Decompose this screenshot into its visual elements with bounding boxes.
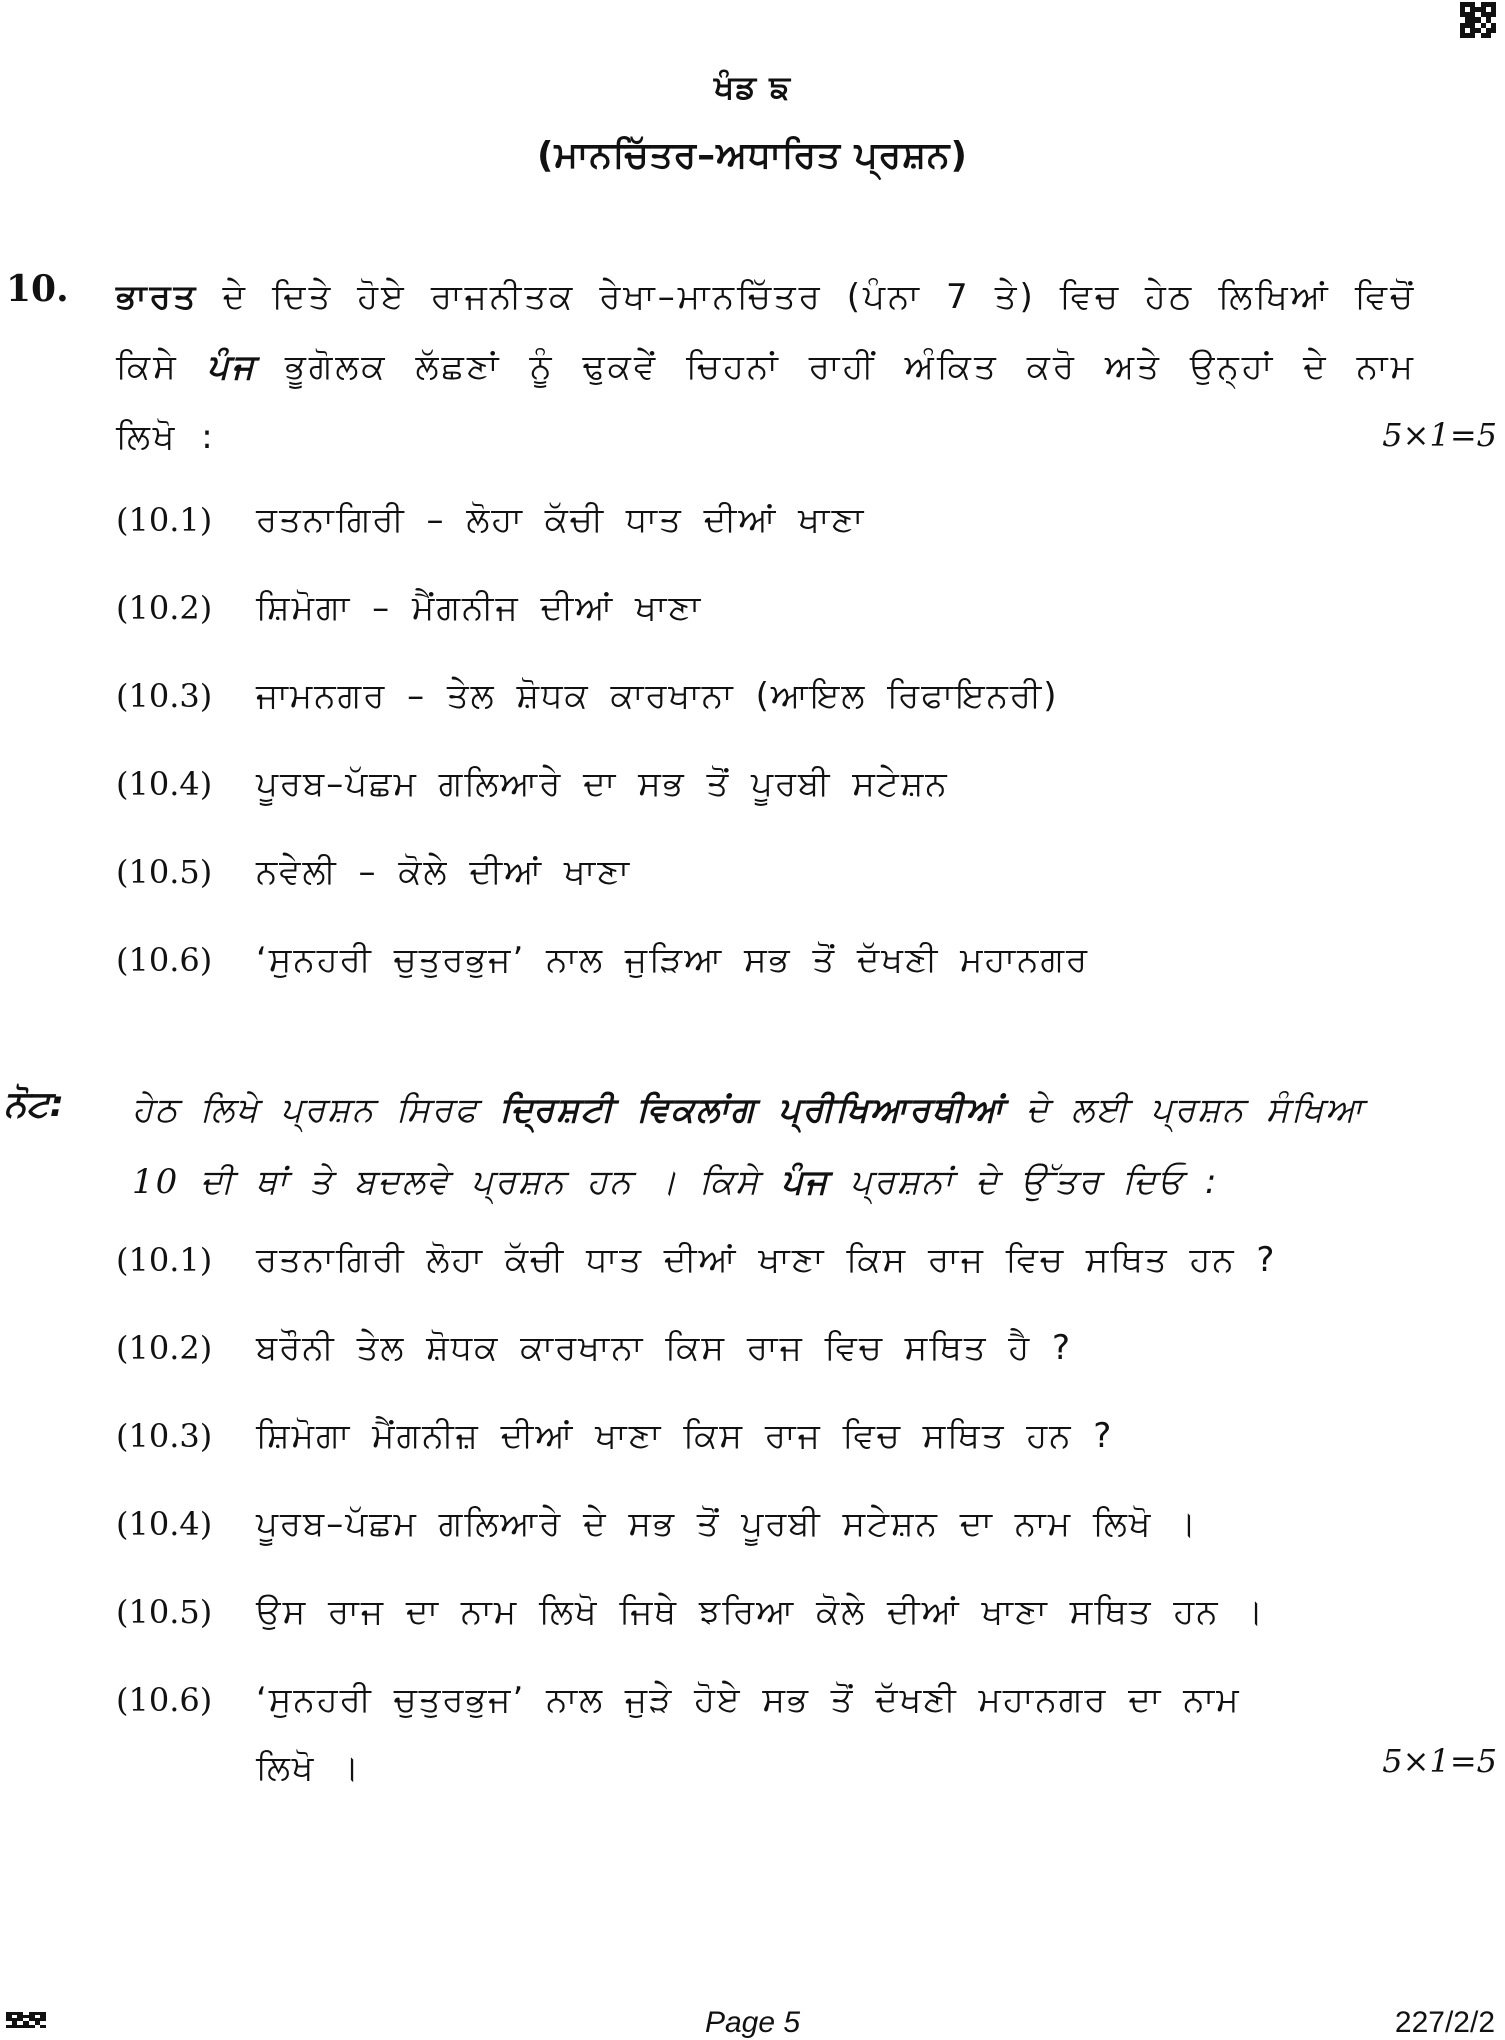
item-text: ਨਵੇਲੀ – ਕੋਲੇ ਦੀਆਂ ਖਾਣਾ	[256, 852, 632, 892]
note-text-emphasis: ਦ੍ਰਿਸ਼ਟੀ ਵਿਕਲਾਂਗ ਪ੍ਰੀਖਿਆਰਥੀਆਂ	[499, 1090, 1005, 1130]
note-text-part: ਪ੍ਰਸ਼ਨਾਂ ਦੇ ਉੱਤਰ ਦਿਓ :	[829, 1162, 1219, 1202]
item-number: (10.4)	[116, 765, 213, 803]
list-item	[116, 1680, 1241, 1788]
note-text-part: ਦੇ ਲਈ ਪ੍ਰਸ਼ਨ ਸੰਖਿਆ	[1005, 1090, 1365, 1130]
note-question-number: 10	[132, 1162, 180, 1202]
item-number: (10.4)	[116, 1505, 213, 1543]
alternate-marks: 5×1=5	[1382, 1742, 1497, 1780]
item-text-continued: ਲਿਖੋ ।	[256, 1748, 362, 1788]
question-number: 10.	[6, 268, 69, 310]
item-text: ‘ਸੁਨਹਰੀ ਚੁਤੁਰਭੁਜ’ ਨਾਲ ਜੁੜੇ ਹੋਏ ਸਭ ਤੋਂ ਦੱਖਣੀ ਮਹਾਨਗਰ ਦਾ ਨਾਮ	[256, 1680, 1241, 1720]
item-number: (10.6)	[116, 941, 213, 979]
question-marks: 5×1=5	[1382, 416, 1497, 454]
item-text: ਉਸ ਰਾਜ ਦਾ ਨਾਮ ਲਿਖੋ ਜਿਥੇ ਝਰਿਆ ਕੋਲੇ ਦੀਆਂ ਖਾਣਾ ਸਥਿਤ ਹਨ ।	[256, 1592, 1266, 1632]
item-text: ‘ਸੁਨਹਰੀ ਚੁਤੁਰਭੁਜ’ ਨਾਲ ਜੁੜਿਆ ਸਭ ਤੋਂ ਦੱਖਣੀ ਮਹਾਨਗਰ	[256, 940, 1090, 980]
list-item	[116, 1328, 1072, 1368]
note-text-emphasis: ਪੰਜ	[780, 1162, 830, 1202]
list-item	[116, 588, 702, 628]
section-subtitle: (ਮਾਨਚਿੱਤਰ–ਅਧਾਰਿਤ ਪ੍ਰਸ਼ਨ)	[536, 135, 969, 176]
list-item	[116, 676, 1059, 716]
list-item	[116, 852, 631, 892]
list-item	[116, 1240, 1276, 1280]
list-item	[116, 1592, 1265, 1632]
item-text: ਪੂਰਬ–ਪੱਛਮ ਗਲਿਆਰੇ ਦੇ ਸਭ ਤੋਂ ਪੂਰਬੀ ਸਟੇਸ਼ਨ ਦਾ ਨਾਮ ਲਿਖੋ ।	[256, 1504, 1199, 1544]
item-number: (10.3)	[116, 1417, 213, 1455]
item-number: (10.5)	[116, 853, 213, 891]
item-number: (10.2)	[116, 589, 213, 627]
note-label: ਨੋਟ:	[4, 1084, 64, 1125]
item-text: ਰਤਨਾਗਿਰੀ ਲੋਹਾ ਕੱਚੀ ਧਾਤ ਦੀਆਂ ਖਾਣਾ ਕਿਸ ਰਾਜ ਵਿਚ ਸਥਿਤ ਹਨ ?	[256, 1240, 1277, 1280]
list-item	[116, 500, 865, 540]
list-item	[116, 940, 1089, 980]
question-text-part: ਦੇ ਦਿਤੇ ਹੋਏ ਰਾਜਨੀਤਕ ਰੇਖਾ–ਮਾਨਚਿੱਤਰ (ਪੰਨਾ 7 ਤੇ) ਵਿਚ ਹੇਠ ਲਿਖਿਆਂ ਵਿਚੋਂ ਕਿਸੇ	[116, 277, 1416, 387]
item-number: (10.1)	[116, 501, 213, 539]
list-item	[116, 1416, 1113, 1456]
question-text-emphasis: ਪੰਜ	[206, 347, 257, 387]
item-number: (10.3)	[116, 677, 213, 715]
item-text: ਸ਼ਿਮੋਗਾ – ਮੈਂਗਨੀਜ ਦੀਆਂ ਖਾਣਾ	[256, 588, 703, 628]
paper-code: 227/2/2	[1394, 2006, 1495, 2039]
page-number: Page 5	[704, 2006, 801, 2039]
item-text: ਪੂਰਬ–ਪੱਛਮ ਗਲਿਆਰੇ ਦਾ ਸਭ ਤੋਂ ਪੂਰਬੀ ਸਟੇਸ਼ਨ	[256, 764, 949, 804]
item-text: ਜਾਮਨਗਰ – ਤੇਲ ਸ਼ੋਧਕ ਕਾਰਖਾਨਾ (ਆਇਲ ਰਿਫਾਇਨਰੀ)	[256, 676, 1059, 716]
question-text-bold: ਭਾਰਤ	[116, 277, 199, 317]
item-number: (10.1)	[116, 1241, 213, 1279]
item-number: (10.2)	[116, 1329, 213, 1367]
item-text: ਸ਼ਿਮੋਗਾ ਮੈਂਗਨੀਜ਼ ਦੀਆਂ ਖਾਣਾ ਕਿਸ ਰਾਜ ਵਿਚ ਸਥਿਤ ਹਨ ?	[256, 1416, 1114, 1456]
item-number: (10.6)	[116, 1681, 213, 1719]
note-text	[132, 1074, 1432, 1218]
list-item	[116, 1504, 1198, 1544]
note-text-part: ਦੀ ਥਾਂ ਤੇ ਬਦਲਵੇ ਪ੍ਰਸ਼ਨ ਹਨ । ਕਿਸੇ	[179, 1162, 781, 1202]
item-text: ਰਤਨਾਗਿਰੀ – ਲੋਹਾ ਕੱਚੀ ਧਾਤ ਦੀਆਂ ਖਾਣਾ	[256, 500, 866, 540]
list-item	[116, 764, 949, 804]
question-text	[116, 262, 1416, 472]
item-number: (10.5)	[116, 1593, 213, 1631]
qr-code-icon	[1460, 2, 1496, 38]
question-text-part: ਭੂਗੋਲਕ ਲੱਛਣਾਂ ਨੂੰ ਢੁਕਵੇਂ ਚਿਹਨਾਂ ਰਾਹੀਂ ਅੰਕਿਤ ਕਰੋ ਅਤੇ ਉਨ੍ਹਾਂ ਦੇ ਨਾਮ ਲਿਖੋ :	[116, 347, 1416, 457]
note-text-part: ਹੇਠ ਲਿਖੇ ਪ੍ਰਸ਼ਨ ਸਿਰਫ	[132, 1090, 500, 1130]
item-text: ਬਰੌਨੀ ਤੇਲ ਸ਼ੋਧਕ ਕਾਰਖਾਨਾ ਕਿਸ ਰਾਜ ਵਿਚ ਸਥਿਤ ਹੈ ?	[256, 1328, 1073, 1368]
section-title: ਖੰਡ ਙ	[714, 68, 791, 106]
